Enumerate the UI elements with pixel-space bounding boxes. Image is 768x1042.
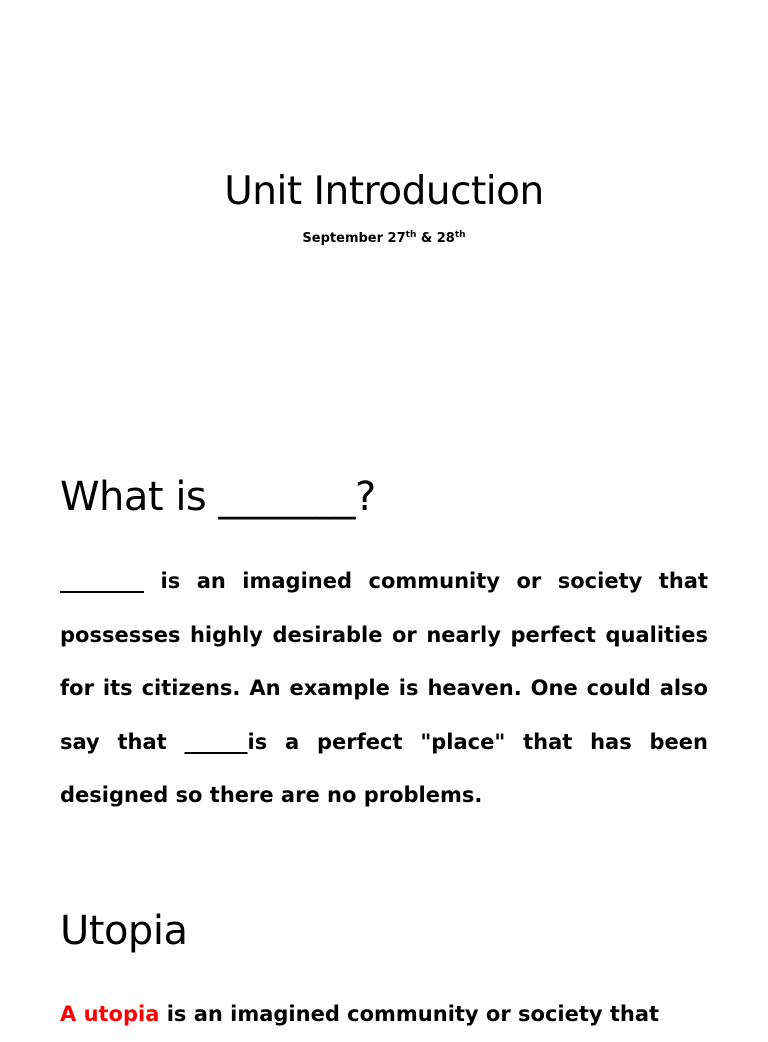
utopia-heading: Utopia — [60, 908, 188, 954]
utopia-paragraph-text: is an imagined community or society that — [159, 1002, 660, 1026]
slide-subtitle — [0, 229, 768, 249]
subtitle-suffix-1: th — [405, 230, 417, 240]
what-is-heading: What is _______? — [60, 474, 376, 520]
definition-paragraph: ________ is an imagined community or society that possesses highly desirable or nearly perfect qualities for its citizens. An example is heaven. One could also say that ______is a perfect "place" that has been designed so there are no problems. — [60, 569, 708, 807]
utopia-paragraph — [60, 988, 708, 1042]
subtitle-date-1: September 27 — [302, 231, 406, 246]
slide-title: Unit Introduction — [224, 169, 544, 214]
utopia-highlight: A utopia — [60, 1002, 160, 1026]
subtitle-suffix-2: th — [454, 230, 466, 240]
subtitle-date-2: & 28 — [416, 231, 455, 246]
